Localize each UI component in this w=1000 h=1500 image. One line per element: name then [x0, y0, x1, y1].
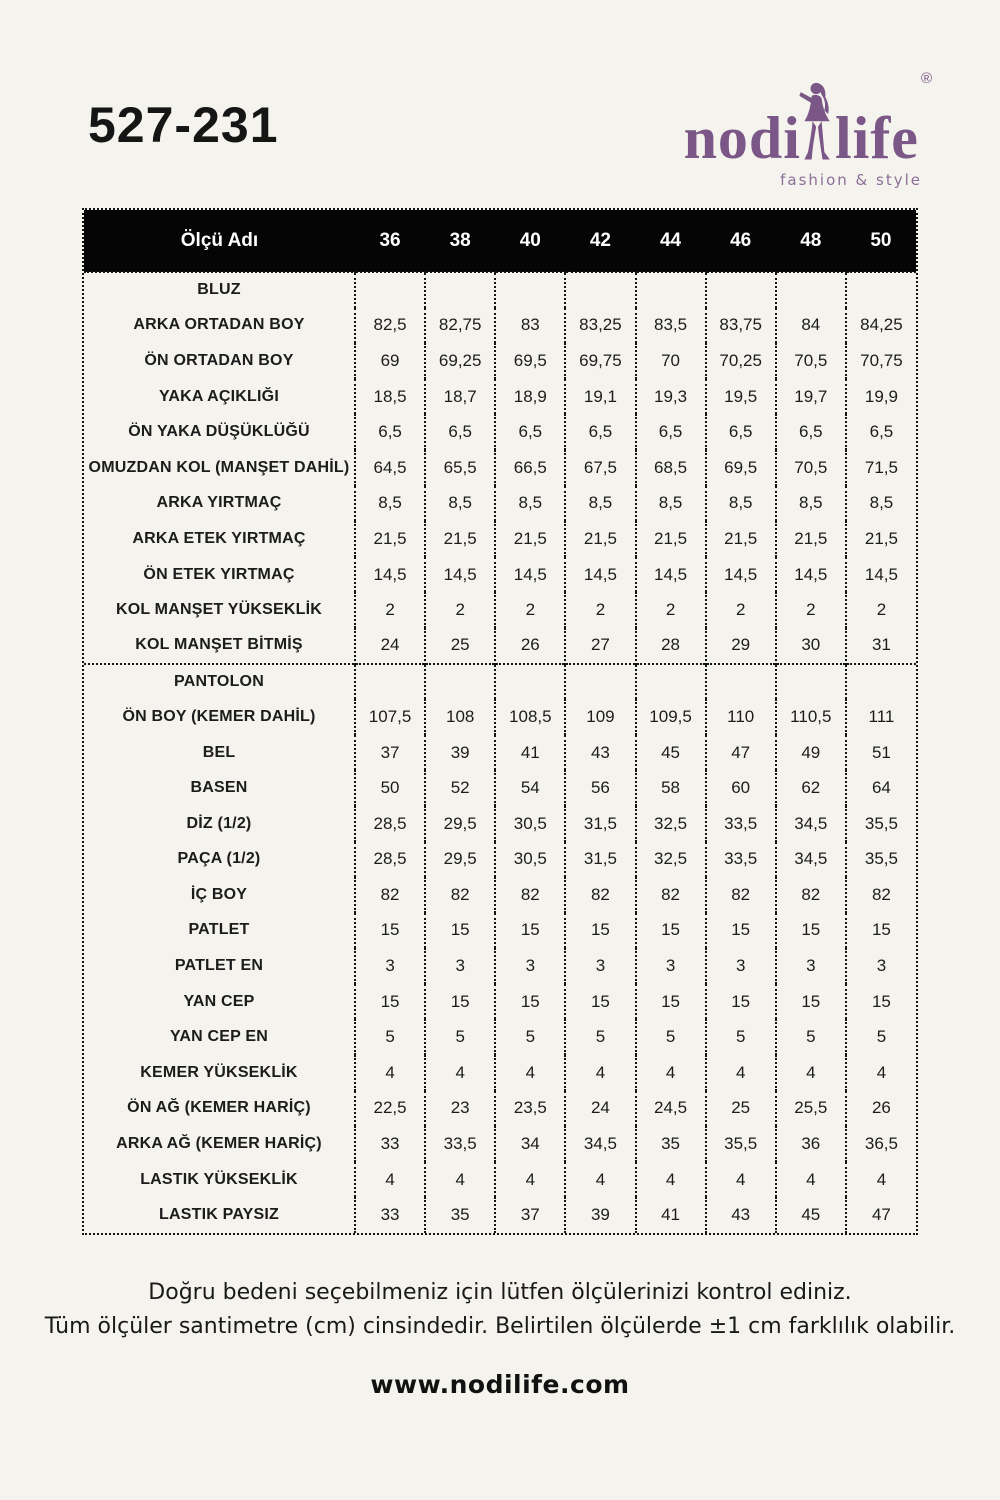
measure-value: 14,5 [846, 557, 916, 593]
measure-value: 21,5 [495, 521, 565, 557]
measure-value: 4 [706, 1055, 776, 1091]
measure-value: 23,5 [495, 1091, 565, 1127]
measure-value: 64,5 [355, 450, 425, 486]
measure-value: 37 [355, 735, 425, 771]
measure-value: 82 [565, 877, 635, 913]
table-row [84, 308, 916, 344]
column-header-size: 44 [636, 210, 706, 272]
measure-value: 15 [846, 984, 916, 1020]
column-header-size: 36 [355, 210, 425, 272]
empty-cell [495, 272, 565, 308]
measure-value: 19,9 [846, 379, 916, 415]
measure-label: BEL [202, 743, 236, 761]
empty-cell [776, 272, 846, 308]
measure-value: 21,5 [706, 521, 776, 557]
measure-value: 8,5 [706, 486, 776, 522]
website-url: www.nodilife.com [370, 1370, 630, 1399]
measure-value: 2 [495, 592, 565, 628]
note-line-2: Tüm ölçüler santimetre (cm) cinsindedir. Belirtilen ölçülerde ±1 cm farklılık olabilir. [44, 1314, 956, 1339]
measure-value: 3 [846, 948, 916, 984]
table-row [84, 557, 916, 593]
measure-value: 3 [776, 948, 846, 984]
measure-value: 69,5 [495, 343, 565, 379]
measure-value: 2 [636, 592, 706, 628]
measure-value: 15 [706, 913, 776, 949]
registered-trademark-icon: ® [920, 70, 932, 87]
measure-value: 2 [706, 592, 776, 628]
measure-value: 5 [495, 1019, 565, 1055]
empty-cell [355, 272, 425, 308]
measure-value: 3 [355, 948, 425, 984]
measure-value: 108,5 [495, 699, 565, 735]
measure-value: 15 [565, 984, 635, 1020]
measure-value: 28 [636, 628, 706, 664]
measure-value: 30,5 [495, 842, 565, 878]
measure-label: BASEN [190, 779, 248, 797]
empty-cell [636, 272, 706, 308]
measure-label: KOL MANŞET YÜKSEKLİK [115, 601, 323, 619]
measure-value: 45 [776, 1197, 846, 1233]
section-title-row [84, 664, 916, 700]
measure-value: 35,5 [706, 1126, 776, 1162]
measure-label: LASTIK PAYSIZ [159, 1206, 279, 1224]
measure-value: 109 [565, 699, 635, 735]
measure-value: 4 [355, 1162, 425, 1198]
table-row [84, 735, 916, 771]
measure-value: 21,5 [425, 521, 495, 557]
measure-value: 82 [706, 877, 776, 913]
measure-value: 15 [776, 984, 846, 1020]
size-chart-table [82, 208, 918, 1235]
measure-value: 49 [776, 735, 846, 771]
measure-value: 8,5 [495, 486, 565, 522]
measure-value: 21,5 [565, 521, 635, 557]
measure-value: 19,5 [706, 379, 776, 415]
measure-value: 39 [425, 735, 495, 771]
measure-value: 14,5 [425, 557, 495, 593]
measure-value: 2 [846, 592, 916, 628]
measure-value: 8,5 [776, 486, 846, 522]
measure-value: 2 [425, 592, 495, 628]
measure-value: 4 [355, 1055, 425, 1091]
measure-value: 27 [565, 628, 635, 664]
table-row [84, 877, 916, 913]
measure-value: 69,5 [706, 450, 776, 486]
measure-value: 6,5 [776, 414, 846, 450]
measure-label: DİZ (1/2) [186, 814, 252, 832]
size-table-body [84, 272, 916, 1233]
measure-value: 56 [565, 770, 635, 806]
measure-value: 6,5 [355, 414, 425, 450]
measure-value: 2 [355, 592, 425, 628]
section-title-row [84, 272, 916, 308]
measure-value: 54 [495, 770, 565, 806]
size-table-header [84, 210, 916, 272]
measure-value: 111 [846, 699, 916, 735]
measure-value: 82 [425, 877, 495, 913]
measure-value: 8,5 [565, 486, 635, 522]
measure-value: 43 [565, 735, 635, 771]
measure-label: ÖN AĞ (KEMER HARİÇ) [127, 1099, 311, 1117]
measure-value: 25,5 [776, 1091, 846, 1127]
measure-value: 29,5 [425, 806, 495, 842]
measure-value: 4 [495, 1055, 565, 1091]
empty-cell [776, 664, 846, 700]
measure-value: 4 [776, 1055, 846, 1091]
measure-label: ARKA ETEK YIRTMAÇ [132, 529, 306, 547]
measure-value: 8,5 [355, 486, 425, 522]
measure-value: 32,5 [636, 806, 706, 842]
measure-value: 82 [636, 877, 706, 913]
measure-value: 4 [495, 1162, 565, 1198]
measure-value: 41 [636, 1197, 706, 1233]
measure-value: 64 [846, 770, 916, 806]
measure-value: 4 [636, 1055, 706, 1091]
measure-value: 8,5 [425, 486, 495, 522]
measure-value: 2 [565, 592, 635, 628]
measure-value: 15 [355, 913, 425, 949]
table-row [84, 1019, 916, 1055]
measure-value: 83,5 [636, 308, 706, 344]
empty-cell [425, 664, 495, 700]
measure-value: 84,25 [846, 308, 916, 344]
measure-value: 15 [706, 984, 776, 1020]
measure-value: 14,5 [565, 557, 635, 593]
measure-value: 25 [425, 628, 495, 664]
measure-value: 3 [495, 948, 565, 984]
measure-value: 82 [776, 877, 846, 913]
measure-value: 4 [565, 1055, 635, 1091]
woman-silhouette-icon [798, 80, 838, 173]
measure-value: 15 [425, 984, 495, 1020]
measure-value: 51 [846, 735, 916, 771]
measure-value: 83 [495, 308, 565, 344]
measure-value: 15 [565, 913, 635, 949]
empty-cell [706, 664, 776, 700]
measure-value: 25 [706, 1091, 776, 1127]
measure-value: 69 [355, 343, 425, 379]
measure-value: 108 [425, 699, 495, 735]
measure-value: 33 [355, 1126, 425, 1162]
measure-value: 3 [565, 948, 635, 984]
measure-value: 15 [846, 913, 916, 949]
measure-value: 39 [565, 1197, 635, 1233]
measure-value: 28,5 [355, 842, 425, 878]
measure-label: ÖN YAKA DÜŞÜKLÜĞÜ [128, 423, 310, 441]
measure-value: 4 [565, 1162, 635, 1198]
measure-value: 8,5 [636, 486, 706, 522]
measure-value: 32,5 [636, 842, 706, 878]
measure-value: 82,5 [355, 308, 425, 344]
measure-value: 35 [425, 1197, 495, 1233]
measure-value: 68,5 [636, 450, 706, 486]
measure-value: 15 [776, 913, 846, 949]
measure-value: 5 [706, 1019, 776, 1055]
measure-value: 3 [706, 948, 776, 984]
measure-value: 37 [495, 1197, 565, 1233]
measure-value: 14,5 [706, 557, 776, 593]
measure-value: 82 [495, 877, 565, 913]
measure-value: 67,5 [565, 450, 635, 486]
table-row [84, 1091, 916, 1127]
measure-value: 23 [425, 1091, 495, 1127]
table-row [84, 450, 916, 486]
measure-value: 5 [846, 1019, 916, 1055]
measure-value: 70,5 [776, 343, 846, 379]
brand-logo [683, 70, 932, 189]
note-line-1: Doğru bedeni seçebilmeniz için lütfen ölçülerinizi kontrol ediniz. [148, 1280, 852, 1305]
measure-value: 35,5 [846, 806, 916, 842]
empty-cell [355, 664, 425, 700]
measure-value: 34,5 [776, 842, 846, 878]
table-row [84, 948, 916, 984]
table-row [84, 1162, 916, 1198]
measure-value: 33,5 [706, 842, 776, 878]
measure-value: 4 [846, 1162, 916, 1198]
empty-cell [565, 664, 635, 700]
measure-value: 29,5 [425, 842, 495, 878]
measure-value: 5 [776, 1019, 846, 1055]
product-code: 527-231 [88, 97, 279, 153]
measure-value: 45 [636, 735, 706, 771]
measure-value: 4 [425, 1055, 495, 1091]
measure-value: 26 [495, 628, 565, 664]
measure-label: PATLET [188, 921, 250, 939]
measure-value: 47 [706, 735, 776, 771]
empty-cell [565, 272, 635, 308]
measure-value: 14,5 [776, 557, 846, 593]
measure-value: 15 [636, 913, 706, 949]
measure-value: 110 [706, 699, 776, 735]
measure-value: 6,5 [846, 414, 916, 450]
empty-cell [846, 272, 916, 308]
measure-value: 65,5 [425, 450, 495, 486]
measure-value: 4 [846, 1055, 916, 1091]
measure-value: 4 [776, 1162, 846, 1198]
measure-label: LASTIK YÜKSEKLİK [140, 1170, 298, 1188]
measure-label: ÖN ORTADAN BOY [144, 351, 294, 369]
measure-value: 84 [776, 308, 846, 344]
measure-label: PAÇA (1/2) [177, 850, 261, 868]
measure-label: YAN CEP EN [169, 1028, 269, 1046]
measure-value: 22,5 [355, 1091, 425, 1127]
measure-value: 35 [636, 1126, 706, 1162]
table-row [84, 699, 916, 735]
measure-value: 19,3 [636, 379, 706, 415]
measure-value: 5 [636, 1019, 706, 1055]
measure-value: 71,5 [846, 450, 916, 486]
table-row [84, 984, 916, 1020]
measure-label: KEMER YÜKSEKLİK [140, 1063, 298, 1081]
measure-value: 26 [846, 1091, 916, 1127]
measure-value: 4 [706, 1162, 776, 1198]
measure-value: 14,5 [355, 557, 425, 593]
measure-value: 15 [355, 984, 425, 1020]
measure-value: 6,5 [495, 414, 565, 450]
measure-value: 107,5 [355, 699, 425, 735]
column-header-size: 40 [495, 210, 565, 272]
measure-value: 34,5 [776, 806, 846, 842]
measure-label: ÖN ETEK YIRTMAÇ [143, 565, 295, 583]
measure-value: 6,5 [425, 414, 495, 450]
measure-label: ARKA YIRTMAÇ [156, 494, 282, 512]
table-row [84, 521, 916, 557]
measure-value: 8,5 [846, 486, 916, 522]
measure-label: ARKA AĞ (KEMER HARİÇ) [116, 1135, 322, 1153]
section-title: PANTOLON [84, 664, 355, 700]
measure-value: 58 [636, 770, 706, 806]
measure-value: 18,5 [355, 379, 425, 415]
measure-value: 14,5 [495, 557, 565, 593]
measure-value: 24 [565, 1091, 635, 1127]
measure-value: 31,5 [565, 842, 635, 878]
measure-value: 5 [425, 1019, 495, 1055]
measure-value: 21,5 [636, 521, 706, 557]
measure-value: 6,5 [706, 414, 776, 450]
measure-value: 70,75 [846, 343, 916, 379]
measure-value: 21,5 [776, 521, 846, 557]
measure-value: 82 [846, 877, 916, 913]
measure-value: 66,5 [495, 450, 565, 486]
measure-value: 69,25 [425, 343, 495, 379]
measure-value: 5 [355, 1019, 425, 1055]
measure-value: 70,5 [776, 450, 846, 486]
measure-value: 15 [425, 913, 495, 949]
table-row [84, 486, 916, 522]
measure-value: 83,25 [565, 308, 635, 344]
column-header-label: Ölçü Adı [84, 210, 355, 272]
measure-value: 18,9 [495, 379, 565, 415]
logo-tagline: fashion & style [780, 171, 922, 189]
table-row [84, 628, 916, 664]
empty-cell [706, 272, 776, 308]
measure-value: 50 [355, 770, 425, 806]
measure-value: 31,5 [565, 806, 635, 842]
measure-value: 62 [776, 770, 846, 806]
measure-value: 18,7 [425, 379, 495, 415]
measure-value: 31 [846, 628, 916, 664]
measure-label: OMUZDAN KOL (MANŞET DAHİL) [88, 458, 350, 476]
measure-value: 30 [776, 628, 846, 664]
measure-value: 15 [636, 984, 706, 1020]
measure-label: PATLET EN [174, 957, 264, 975]
measure-value: 43 [706, 1197, 776, 1233]
empty-cell [846, 664, 916, 700]
table-row [84, 379, 916, 415]
measure-label: İÇ BOY [190, 885, 248, 903]
measure-value: 4 [636, 1162, 706, 1198]
table-row [84, 770, 916, 806]
empty-cell [425, 272, 495, 308]
column-header-size: 50 [846, 210, 916, 272]
empty-cell [636, 664, 706, 700]
measure-value: 60 [706, 770, 776, 806]
column-header-size: 38 [425, 210, 495, 272]
measure-value: 2 [776, 592, 846, 628]
measure-value: 24,5 [636, 1091, 706, 1127]
measure-value: 109,5 [636, 699, 706, 735]
table-row [84, 842, 916, 878]
measure-value: 70,25 [706, 343, 776, 379]
table-row [84, 806, 916, 842]
table-row [84, 913, 916, 949]
measure-value: 19,7 [776, 379, 846, 415]
measure-value: 6,5 [636, 414, 706, 450]
table-row [84, 1055, 916, 1091]
measure-value: 15 [495, 913, 565, 949]
section-title: BLUZ [84, 272, 355, 308]
measure-label: KOL MANŞET BİTMİŞ [135, 636, 303, 654]
logo-text-life: life [834, 105, 919, 171]
measure-value: 52 [425, 770, 495, 806]
measure-value: 6,5 [565, 414, 635, 450]
measure-value: 36 [776, 1126, 846, 1162]
measure-label: YAN CEP [183, 992, 255, 1010]
measure-value: 47 [846, 1197, 916, 1233]
measure-value: 82 [355, 877, 425, 913]
measure-value: 33,5 [706, 806, 776, 842]
measure-value: 36,5 [846, 1126, 916, 1162]
measure-value: 34 [495, 1126, 565, 1162]
measure-value: 28,5 [355, 806, 425, 842]
measure-value: 5 [565, 1019, 635, 1055]
logo-text-nodi: nodi [683, 105, 801, 171]
measure-value: 70 [636, 343, 706, 379]
header-row [84, 210, 916, 272]
measure-label: YAKA AÇIKLIĞI [159, 387, 279, 405]
measure-value: 21,5 [846, 521, 916, 557]
measure-value: 21,5 [355, 521, 425, 557]
measure-value: 83,75 [706, 308, 776, 344]
measure-value: 30,5 [495, 806, 565, 842]
column-header-size: 48 [776, 210, 846, 272]
measure-value: 24 [355, 628, 425, 664]
measure-label: ÖN BOY (KEMER DAHİL) [122, 707, 316, 725]
measure-value: 34,5 [565, 1126, 635, 1162]
measure-value: 3 [636, 948, 706, 984]
table-row [84, 1197, 916, 1233]
measure-value: 29 [706, 628, 776, 664]
measure-value: 4 [425, 1162, 495, 1198]
table-row [84, 343, 916, 379]
measure-value: 41 [495, 735, 565, 771]
empty-cell [495, 664, 565, 700]
measure-label: ARKA ORTADAN BOY [133, 316, 305, 334]
table-row [84, 414, 916, 450]
measure-value: 14,5 [636, 557, 706, 593]
footer-notes [0, 1276, 1000, 1344]
table-row [84, 1126, 916, 1162]
measure-value: 33 [355, 1197, 425, 1233]
measure-value: 35,5 [846, 842, 916, 878]
measure-value: 82,75 [425, 308, 495, 344]
measure-value: 110,5 [776, 699, 846, 735]
measure-value: 15 [495, 984, 565, 1020]
measure-value: 3 [425, 948, 495, 984]
measure-value: 69,75 [565, 343, 635, 379]
measure-value: 19,1 [565, 379, 635, 415]
column-header-size: 46 [706, 210, 776, 272]
column-header-size: 42 [565, 210, 635, 272]
measure-value: 33,5 [425, 1126, 495, 1162]
table-row [84, 592, 916, 628]
